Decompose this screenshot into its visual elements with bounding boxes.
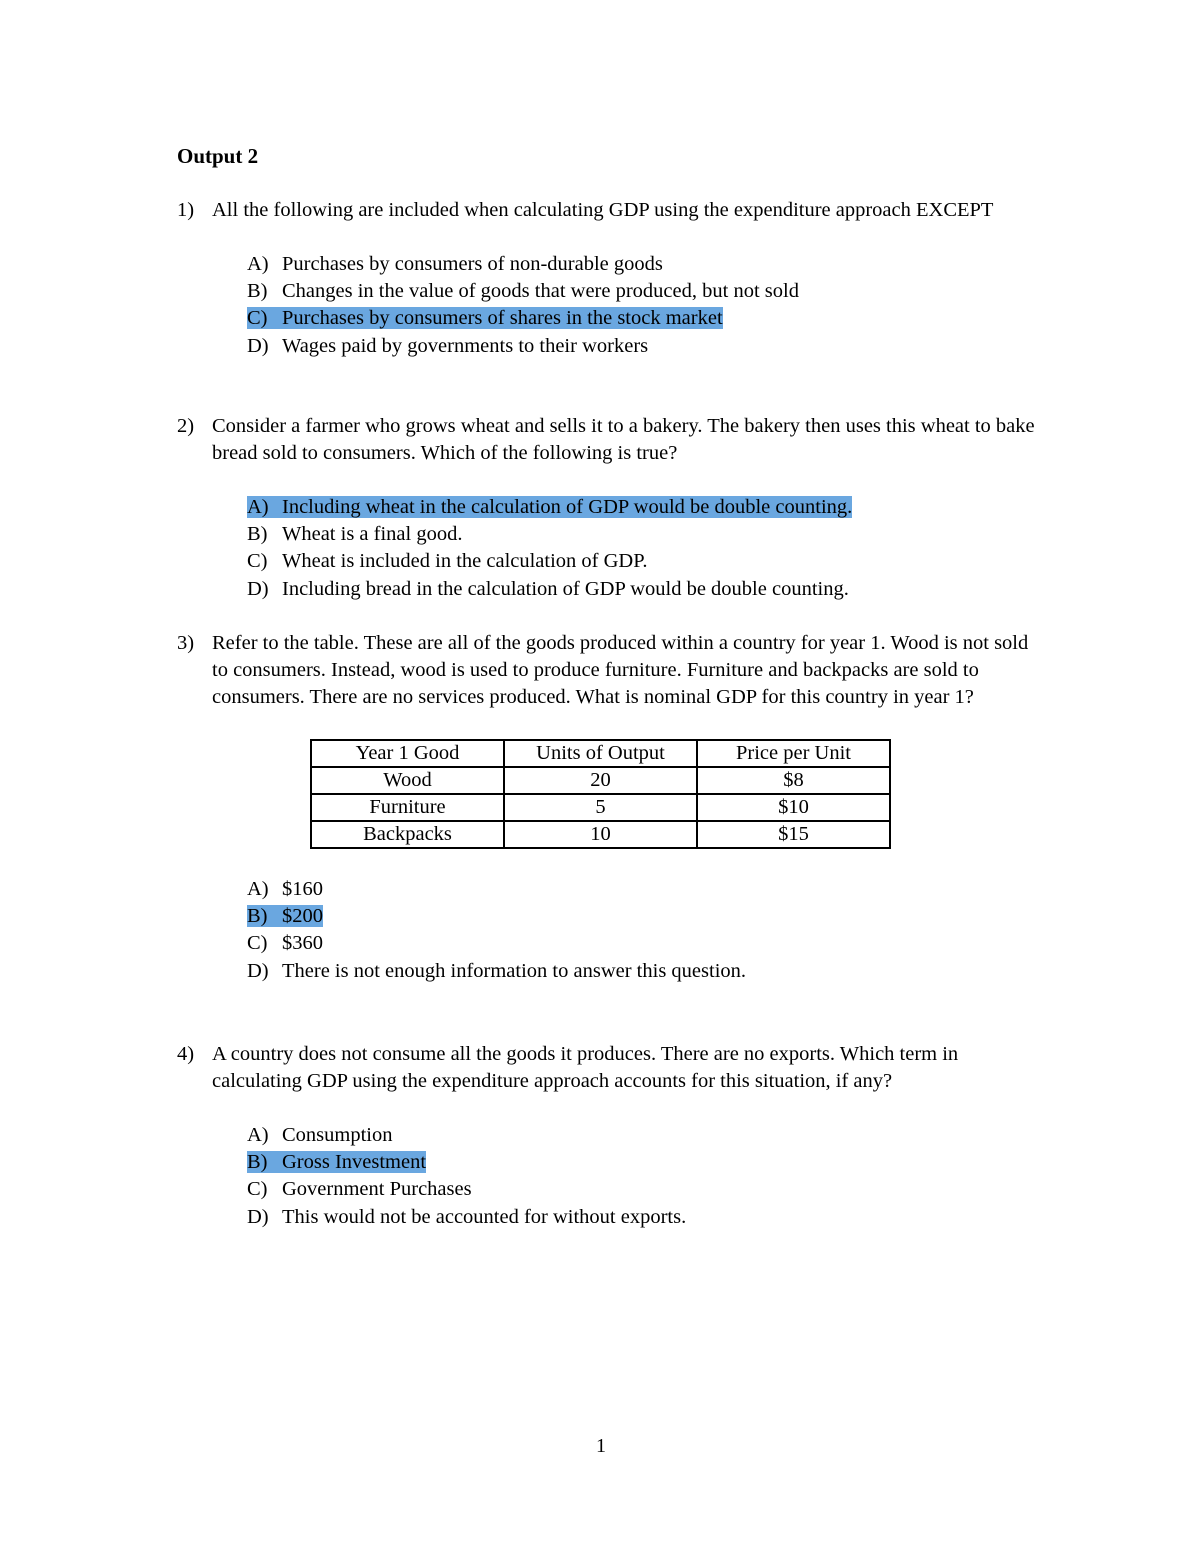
option-c bbox=[247, 305, 1037, 332]
option-b bbox=[247, 903, 1037, 930]
table-cell: 20 bbox=[504, 767, 697, 794]
option-c: C) Wheat is included in the calculation of GDP. bbox=[247, 550, 648, 573]
table-cell: Wood bbox=[311, 767, 504, 794]
option-b: B) Changes in the value of goods that were produced, but not sold bbox=[247, 280, 799, 303]
question-text: A country does not consume all the goods it produces. There are no exports. Which term in calculating GDP using the expenditure approach accounts for this situation, if any? bbox=[212, 1043, 959, 1092]
table-cell: $15 bbox=[697, 821, 890, 848]
question-number: 4) bbox=[177, 1043, 195, 1065]
option-a: A) $160 bbox=[247, 878, 323, 900]
question-1 bbox=[177, 197, 1037, 360]
option-b: B) Wheat is a final good. bbox=[247, 523, 463, 546]
question-number: 1) bbox=[177, 199, 195, 221]
table-header-cell: Price per Unit bbox=[697, 740, 890, 767]
option-b bbox=[247, 1149, 1037, 1176]
table-row bbox=[311, 821, 890, 848]
table-header-cell: Year 1 Good bbox=[311, 740, 504, 767]
highlighted-answer: B) Gross Investment bbox=[247, 1151, 427, 1174]
options-list bbox=[177, 251, 1037, 360]
goods-table bbox=[310, 739, 891, 849]
options-list bbox=[177, 494, 1037, 603]
option-a: A) Consumption bbox=[247, 1124, 393, 1146]
table-cell: 10 bbox=[504, 821, 697, 848]
table-cell: Furniture bbox=[311, 794, 504, 821]
option-d: D) This would not be accounted for without exports. bbox=[247, 1205, 687, 1228]
options-list bbox=[177, 876, 1037, 985]
table-cell: $8 bbox=[697, 767, 890, 794]
page-title: Output 2 bbox=[177, 144, 259, 168]
option-d: D) Including bread in the calculation of GDP would be double counting. bbox=[247, 577, 849, 600]
question-number: 3) bbox=[177, 632, 195, 654]
highlighted-answer: A) Including wheat in the calculation of GDP would be double counting. bbox=[247, 496, 853, 518]
table-cell: 5 bbox=[504, 794, 697, 821]
option-a: A) Purchases by consumers of non-durable goods bbox=[247, 253, 663, 275]
options-list bbox=[177, 1122, 1037, 1231]
option-d: D) Wages paid by governments to their workers bbox=[247, 334, 649, 357]
question-2 bbox=[177, 413, 1037, 603]
option-d: D) There is not enough information to answer this question. bbox=[247, 959, 747, 982]
table-row bbox=[311, 767, 890, 794]
highlighted-answer: C) Purchases by consumers of shares in the stock market bbox=[247, 307, 723, 330]
question-text: Consider a farmer who grows wheat and sells it to a bakery. The bakery then uses this wheat to bake bread sold to consumers. Which of the following is true? bbox=[212, 415, 1035, 464]
table-cell: $10 bbox=[697, 794, 890, 821]
question-4 bbox=[177, 1041, 1037, 1231]
table-header-cell: Units of Output bbox=[504, 740, 697, 767]
option-c: C) Government Purchases bbox=[247, 1178, 472, 1201]
question-text: All the following are included when calculating GDP using the expenditure approach EXCEPT bbox=[212, 199, 994, 221]
question-text: Refer to the table. These are all of the goods produced within a country for year 1. Wood is not sold to consumers. Instead, wood is used to produce furniture. Furniture and backpacks are sold to consumers. There are no services produced. What is nominal GDP for this country in year 1? bbox=[212, 632, 1029, 708]
option-c: C) $360 bbox=[247, 932, 323, 955]
table-header-row bbox=[311, 740, 890, 767]
table-cell: Backpacks bbox=[311, 821, 504, 848]
page-number: 1 bbox=[596, 1435, 606, 1457]
question-number: 2) bbox=[177, 415, 195, 437]
question-3 bbox=[177, 630, 1037, 985]
highlighted-answer: B) $200 bbox=[247, 905, 323, 928]
option-a bbox=[247, 494, 1037, 521]
table-row bbox=[311, 794, 890, 821]
